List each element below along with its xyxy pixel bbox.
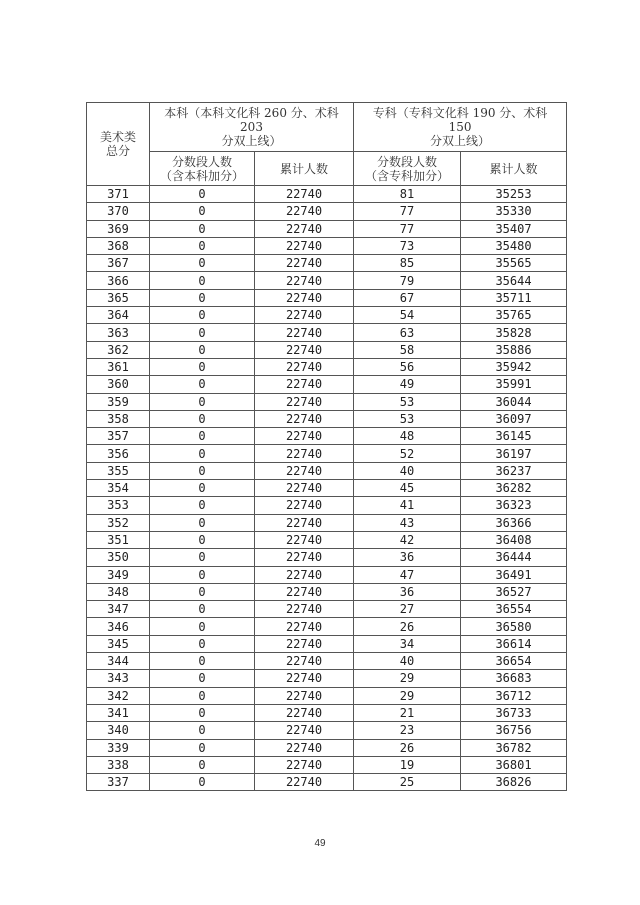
- table-row: [87, 341, 567, 358]
- table-row: [87, 410, 567, 427]
- benke-cumulative-cell: 22740: [255, 480, 354, 497]
- zhuanke-cumulative-cell: 36580: [461, 618, 567, 635]
- zhuanke-cumulative-cell: 35991: [461, 376, 567, 393]
- zhuanke-cumulative-cell: 36782: [461, 739, 567, 756]
- zhuanke-cumulative-cell: 36237: [461, 462, 567, 479]
- benke-segment-count-cell: 0: [150, 445, 255, 462]
- benke-cumulative-cell: 22740: [255, 497, 354, 514]
- zhuanke-segment-count-cell: 45: [354, 480, 461, 497]
- zhuanke-cumulative-header: 累计人数: [461, 152, 567, 186]
- table-row: [87, 358, 567, 375]
- benke-segment-count-cell: 0: [150, 428, 255, 445]
- table-row: [87, 774, 567, 791]
- table-row: [87, 549, 567, 566]
- benke-segment-count-cell: 0: [150, 324, 255, 341]
- zhuanke-cumulative-cell: 36826: [461, 774, 567, 791]
- benke-segment-count-cell: 0: [150, 549, 255, 566]
- zhuanke-segment-count-cell: 63: [354, 324, 461, 341]
- table-row: [87, 601, 567, 618]
- benke-cumulative-cell: 22740: [255, 255, 354, 272]
- benke-cumulative-cell: 22740: [255, 739, 354, 756]
- total-score-cell: 371: [87, 186, 150, 203]
- benke-segment-count-cell: 0: [150, 307, 255, 324]
- benke-cumulative-cell: 22740: [255, 272, 354, 289]
- benke-segment-count-cell: 0: [150, 601, 255, 618]
- table-row: [87, 618, 567, 635]
- benke-segment-count-cell: 0: [150, 393, 255, 410]
- zhuanke-segment-count-cell: 73: [354, 237, 461, 254]
- table-row: [87, 428, 567, 445]
- zhuanke-segment-count-cell: 52: [354, 445, 461, 462]
- zhuanke-cumulative-cell: 35644: [461, 272, 567, 289]
- total-score-cell: 351: [87, 531, 150, 548]
- zhuanke-segment-count-cell: 34: [354, 635, 461, 652]
- table-row: [87, 237, 567, 254]
- benke-segment-count-cell: 0: [150, 670, 255, 687]
- benke-cumulative-cell: 22740: [255, 514, 354, 531]
- table-row: [87, 376, 567, 393]
- benke-segment-count-cell: 0: [150, 220, 255, 237]
- table-row: [87, 393, 567, 410]
- benke-cumulative-cell: 22740: [255, 445, 354, 462]
- table-row: [87, 289, 567, 306]
- benke-cumulative-cell: 22740: [255, 237, 354, 254]
- total-score-cell: 349: [87, 566, 150, 583]
- total-score-cell: 347: [87, 601, 150, 618]
- zhuanke-cumulative-cell: 36683: [461, 670, 567, 687]
- table-row: [87, 497, 567, 514]
- zhuanke-cumulative-cell: 36408: [461, 531, 567, 548]
- zhuanke-cumulative-cell: 36733: [461, 704, 567, 721]
- zhuanke-cumulative-cell: 36554: [461, 601, 567, 618]
- zhuanke-cumulative-cell: 36044: [461, 393, 567, 410]
- total-score-cell: 340: [87, 722, 150, 739]
- benke-cumulative-header: 累计人数: [255, 152, 354, 186]
- zhuanke-cumulative-cell: 36491: [461, 566, 567, 583]
- zhuanke-segment-count-cell: 79: [354, 272, 461, 289]
- benke-segment-count-cell: 0: [150, 566, 255, 583]
- zhuanke-segment-count-cell: 29: [354, 687, 461, 704]
- table-row: [87, 445, 567, 462]
- benke-cumulative-cell: 22740: [255, 635, 354, 652]
- total-score-cell: 346: [87, 618, 150, 635]
- zhuanke-segment-count-cell: 47: [354, 566, 461, 583]
- zhuanke-cumulative-cell: 36527: [461, 583, 567, 600]
- total-score-cell: 343: [87, 670, 150, 687]
- zhuanke-segment-count-header: 分数段人数 （含专科加分）: [354, 152, 461, 186]
- benke-cumulative-cell: 22740: [255, 774, 354, 791]
- table-row: [87, 220, 567, 237]
- table-row: [87, 186, 567, 203]
- zhuanke-cumulative-cell: 36145: [461, 428, 567, 445]
- zhuanke-segment-count-cell: 29: [354, 670, 461, 687]
- total-score-cell: 363: [87, 324, 150, 341]
- category-header: 美术类 总分: [87, 103, 150, 186]
- total-score-cell: 344: [87, 653, 150, 670]
- zhuanke-segment-count-cell: 54: [354, 307, 461, 324]
- total-score-cell: 370: [87, 203, 150, 220]
- benke-segment-count-cell: 0: [150, 583, 255, 600]
- total-score-cell: 357: [87, 428, 150, 445]
- benke-segment-count-cell: 0: [150, 376, 255, 393]
- zhuanke-segment-count-cell: 49: [354, 376, 461, 393]
- benke-cumulative-cell: 22740: [255, 566, 354, 583]
- table-row: [87, 324, 567, 341]
- benke-segment-count-cell: 0: [150, 514, 255, 531]
- benke-cumulative-cell: 22740: [255, 704, 354, 721]
- zhuanke-segment-count-cell: 53: [354, 410, 461, 427]
- benke-cumulative-cell: 22740: [255, 618, 354, 635]
- score-distribution-table: [86, 102, 567, 791]
- benke-cumulative-cell: 22740: [255, 687, 354, 704]
- zhuanke-cumulative-cell: 35253: [461, 186, 567, 203]
- zhuanke-cumulative-cell: 35765: [461, 307, 567, 324]
- benke-cumulative-cell: 22740: [255, 653, 354, 670]
- zhuanke-cumulative-cell: 36366: [461, 514, 567, 531]
- benke-segment-count-cell: 0: [150, 739, 255, 756]
- zhuanke-segment-count-cell: 23: [354, 722, 461, 739]
- benke-cumulative-cell: 22740: [255, 307, 354, 324]
- benke-segment-count-cell: 0: [150, 462, 255, 479]
- zhuanke-cumulative-cell: 36712: [461, 687, 567, 704]
- zhuanke-cumulative-cell: 35480: [461, 237, 567, 254]
- benke-cumulative-cell: 22740: [255, 341, 354, 358]
- table-row: [87, 583, 567, 600]
- benke-segment-count-cell: 0: [150, 531, 255, 548]
- table-row: [87, 203, 567, 220]
- benke-cumulative-cell: 22740: [255, 324, 354, 341]
- zhuanke-segment-count-cell: 53: [354, 393, 461, 410]
- zhuanke-segment-count-cell: 25: [354, 774, 461, 791]
- zhuanke-segment-count-cell: 26: [354, 618, 461, 635]
- total-score-cell: 368: [87, 237, 150, 254]
- benke-segment-count-cell: 0: [150, 635, 255, 652]
- benke-segment-count-cell: 0: [150, 341, 255, 358]
- total-score-cell: 353: [87, 497, 150, 514]
- total-score-cell: 356: [87, 445, 150, 462]
- zhuanke-segment-count-cell: 40: [354, 653, 461, 670]
- total-score-cell: 366: [87, 272, 150, 289]
- benke-cumulative-cell: 22740: [255, 722, 354, 739]
- benke-segment-count-cell: 0: [150, 774, 255, 791]
- table-row: [87, 653, 567, 670]
- benke-cumulative-cell: 22740: [255, 601, 354, 618]
- benke-segment-count-cell: 0: [150, 653, 255, 670]
- zhuanke-cumulative-cell: 35407: [461, 220, 567, 237]
- total-score-cell: 355: [87, 462, 150, 479]
- zhuanke-segment-count-cell: 40: [354, 462, 461, 479]
- total-score-cell: 339: [87, 739, 150, 756]
- zhuanke-cumulative-cell: 36282: [461, 480, 567, 497]
- total-score-cell: 348: [87, 583, 150, 600]
- table-body: [87, 186, 567, 791]
- zhuanke-cumulative-cell: 36801: [461, 756, 567, 773]
- benke-cumulative-cell: 22740: [255, 203, 354, 220]
- benke-segment-count-cell: 0: [150, 756, 255, 773]
- total-score-cell: 359: [87, 393, 150, 410]
- zhuanke-cumulative-cell: 36614: [461, 635, 567, 652]
- total-score-cell: 352: [87, 514, 150, 531]
- benke-cumulative-cell: 22740: [255, 220, 354, 237]
- table-row: [87, 704, 567, 721]
- benke-segment-count-cell: 0: [150, 618, 255, 635]
- zhuanke-segment-count-cell: 21: [354, 704, 461, 721]
- table-row: [87, 480, 567, 497]
- zhuanke-segment-count-cell: 42: [354, 531, 461, 548]
- table-row: [87, 722, 567, 739]
- benke-cumulative-cell: 22740: [255, 670, 354, 687]
- page-number: 49: [314, 838, 326, 849]
- benke-cumulative-cell: 22740: [255, 393, 354, 410]
- total-score-cell: 365: [87, 289, 150, 306]
- benke-cumulative-cell: 22740: [255, 756, 354, 773]
- benke-segment-count-header: 分数段人数 （含本科加分）: [150, 152, 255, 186]
- zhuanke-segment-count-cell: 19: [354, 756, 461, 773]
- zhuanke-segment-count-cell: 77: [354, 220, 461, 237]
- total-score-cell: 354: [87, 480, 150, 497]
- benke-cumulative-cell: 22740: [255, 462, 354, 479]
- table-row: [87, 566, 567, 583]
- table-row: [87, 514, 567, 531]
- table-row: [87, 462, 567, 479]
- benke-cumulative-cell: 22740: [255, 376, 354, 393]
- benke-segment-count-cell: 0: [150, 289, 255, 306]
- total-score-cell: 360: [87, 376, 150, 393]
- zhuanke-segment-count-cell: 41: [354, 497, 461, 514]
- zhuanke-segment-count-cell: 26: [354, 739, 461, 756]
- zhuanke-cumulative-cell: 36097: [461, 410, 567, 427]
- benke-segment-count-cell: 0: [150, 203, 255, 220]
- total-score-cell: 362: [87, 341, 150, 358]
- zhuanke-cumulative-cell: 35886: [461, 341, 567, 358]
- total-score-cell: 345: [87, 635, 150, 652]
- zhuanke-cumulative-cell: 35942: [461, 358, 567, 375]
- total-score-cell: 338: [87, 756, 150, 773]
- benke-segment-count-cell: 0: [150, 186, 255, 203]
- zhuanke-header: 专科（专科文化科 190 分、术科 150 分双上线）: [354, 103, 567, 152]
- benke-segment-count-cell: 0: [150, 272, 255, 289]
- benke-segment-count-cell: 0: [150, 255, 255, 272]
- benke-segment-count-cell: 0: [150, 480, 255, 497]
- table-row: [87, 756, 567, 773]
- zhuanke-cumulative-cell: 35330: [461, 203, 567, 220]
- zhuanke-segment-count-cell: 77: [354, 203, 461, 220]
- benke-segment-count-cell: 0: [150, 704, 255, 721]
- total-score-cell: 364: [87, 307, 150, 324]
- total-score-cell: 367: [87, 255, 150, 272]
- benke-segment-count-cell: 0: [150, 358, 255, 375]
- total-score-cell: 341: [87, 704, 150, 721]
- table-row: [87, 307, 567, 324]
- zhuanke-segment-count-cell: 48: [354, 428, 461, 445]
- total-score-cell: 350: [87, 549, 150, 566]
- benke-segment-count-cell: 0: [150, 410, 255, 427]
- benke-segment-count-cell: 0: [150, 687, 255, 704]
- benke-cumulative-cell: 22740: [255, 186, 354, 203]
- zhuanke-segment-count-cell: 27: [354, 601, 461, 618]
- zhuanke-segment-count-cell: 56: [354, 358, 461, 375]
- benke-cumulative-cell: 22740: [255, 410, 354, 427]
- zhuanke-segment-count-cell: 36: [354, 549, 461, 566]
- benke-cumulative-cell: 22740: [255, 428, 354, 445]
- benke-header: 本科（本科文化科 260 分、术科 203 分双上线）: [150, 103, 354, 152]
- zhuanke-cumulative-cell: 36323: [461, 497, 567, 514]
- benke-cumulative-cell: 22740: [255, 358, 354, 375]
- benke-cumulative-cell: 22740: [255, 289, 354, 306]
- zhuanke-cumulative-cell: 35828: [461, 324, 567, 341]
- table-row: [87, 531, 567, 548]
- total-score-cell: 342: [87, 687, 150, 704]
- zhuanke-cumulative-cell: 35565: [461, 255, 567, 272]
- zhuanke-cumulative-cell: 35711: [461, 289, 567, 306]
- table-row: [87, 739, 567, 756]
- benke-cumulative-cell: 22740: [255, 583, 354, 600]
- zhuanke-cumulative-cell: 36197: [461, 445, 567, 462]
- zhuanke-cumulative-cell: 36654: [461, 653, 567, 670]
- benke-segment-count-cell: 0: [150, 497, 255, 514]
- zhuanke-cumulative-cell: 36756: [461, 722, 567, 739]
- table-row: [87, 670, 567, 687]
- total-score-cell: 369: [87, 220, 150, 237]
- zhuanke-segment-count-cell: 43: [354, 514, 461, 531]
- benke-segment-count-cell: 0: [150, 722, 255, 739]
- table-row: [87, 272, 567, 289]
- table-row: [87, 635, 567, 652]
- table-row: [87, 255, 567, 272]
- benke-cumulative-cell: 22740: [255, 549, 354, 566]
- table-row: [87, 687, 567, 704]
- zhuanke-cumulative-cell: 36444: [461, 549, 567, 566]
- zhuanke-segment-count-cell: 36: [354, 583, 461, 600]
- zhuanke-segment-count-cell: 58: [354, 341, 461, 358]
- zhuanke-segment-count-cell: 67: [354, 289, 461, 306]
- benke-segment-count-cell: 0: [150, 237, 255, 254]
- total-score-cell: 337: [87, 774, 150, 791]
- total-score-cell: 358: [87, 410, 150, 427]
- zhuanke-segment-count-cell: 85: [354, 255, 461, 272]
- total-score-cell: 361: [87, 358, 150, 375]
- zhuanke-segment-count-cell: 81: [354, 186, 461, 203]
- benke-cumulative-cell: 22740: [255, 531, 354, 548]
